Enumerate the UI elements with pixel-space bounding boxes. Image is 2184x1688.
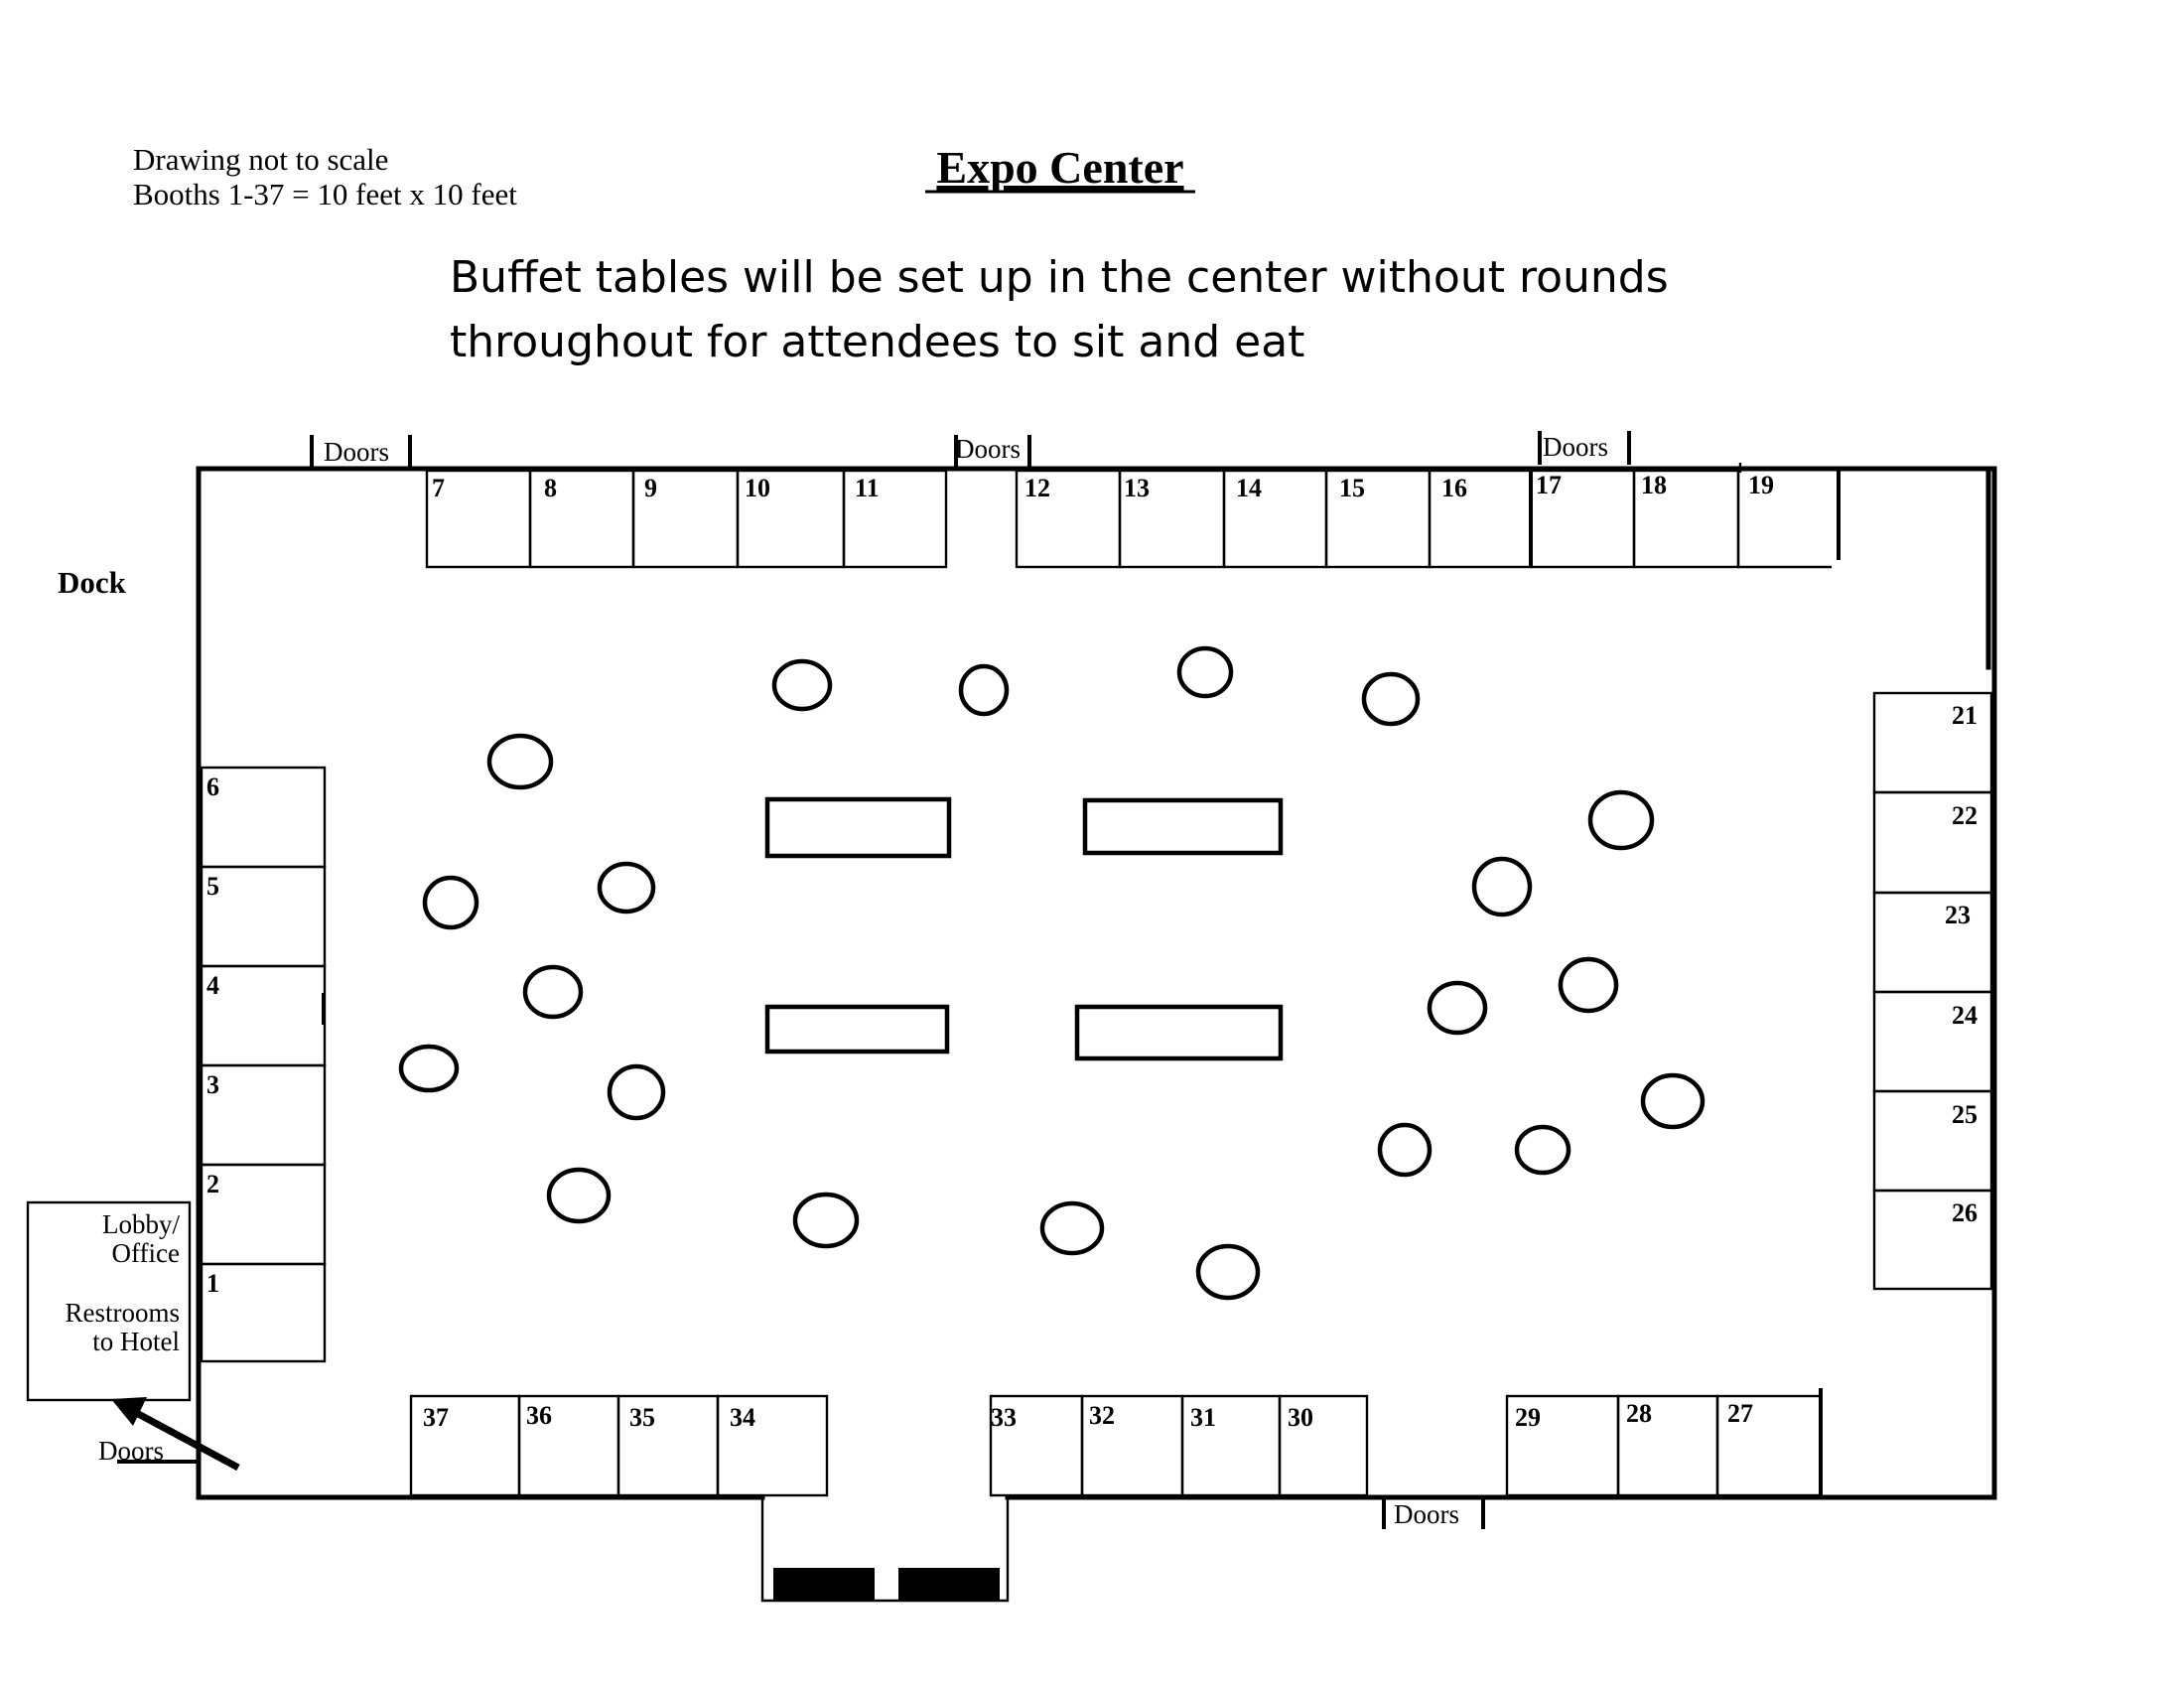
note-scale: Drawing not to scale: [133, 142, 389, 177]
booth-number: 37: [423, 1403, 449, 1432]
booth-number: 17: [1536, 471, 1562, 499]
booth-number: 22: [1952, 801, 1978, 830]
lobby-label-line-4: to Hotel: [92, 1327, 180, 1356]
round-tables: [401, 648, 1703, 1298]
doors-label-lobby: Doors: [98, 1436, 164, 1466]
booth[interactable]: [1874, 893, 1991, 992]
registration-table: [898, 1568, 1000, 1601]
page-title: Expo Center: [936, 142, 1184, 193]
hall-walls: [199, 469, 1994, 1497]
round-table[interactable]: [1198, 1246, 1258, 1298]
round-table[interactable]: [1517, 1127, 1569, 1173]
round-table[interactable]: [1474, 859, 1530, 914]
booth-number: 11: [855, 474, 880, 502]
booth-number: 14: [1236, 474, 1262, 502]
lobby-label-line-1: Lobby/: [102, 1209, 180, 1239]
round-table[interactable]: [425, 878, 477, 927]
round-table[interactable]: [1590, 792, 1652, 848]
round-table[interactable]: [1179, 648, 1231, 696]
booths-left: [202, 768, 325, 1361]
booth-number: 36: [526, 1401, 552, 1430]
booth-number: 32: [1089, 1401, 1115, 1430]
round-table[interactable]: [774, 661, 830, 709]
round-table[interactable]: [489, 736, 551, 787]
round-table[interactable]: [1042, 1203, 1102, 1253]
booth-number: 6: [206, 773, 219, 801]
booth[interactable]: [202, 768, 325, 867]
booth[interactable]: [202, 1264, 325, 1361]
buffet-note-line-2: throughout for attendees to sit and eat: [450, 317, 1305, 367]
booth-number: 8: [544, 474, 557, 502]
lobby-office: [28, 1202, 190, 1400]
booth-number: 18: [1641, 471, 1667, 499]
booth-numbers-bottom: [423, 1399, 1753, 1432]
booth-number: 33: [991, 1403, 1017, 1432]
booth-number: 26: [1952, 1198, 1978, 1227]
booth[interactable]: [202, 867, 325, 966]
booth-number: 13: [1124, 474, 1150, 502]
round-table[interactable]: [961, 666, 1007, 714]
booth-number: 5: [206, 872, 219, 901]
booth-number: 30: [1288, 1403, 1313, 1432]
booth-number: 16: [1441, 474, 1467, 502]
round-table[interactable]: [1430, 983, 1485, 1033]
booth[interactable]: [202, 966, 325, 1065]
booth-number: 21: [1952, 701, 1978, 730]
round-table[interactable]: [600, 864, 653, 912]
doors-label-bottom: Doors: [1394, 1499, 1459, 1529]
buffet-tables: [767, 799, 1281, 1058]
buffet-table[interactable]: [1085, 800, 1281, 853]
booth-number: 35: [629, 1403, 655, 1432]
booth-number: 34: [730, 1403, 755, 1432]
registration-table: [773, 1568, 875, 1601]
buffet-note-line-1: Buffet tables will be set up in the center without rounds: [450, 252, 1669, 303]
booth-number: 4: [206, 971, 219, 1000]
booth[interactable]: [202, 1165, 325, 1264]
buffet-table[interactable]: [1077, 1007, 1281, 1058]
round-table[interactable]: [525, 967, 581, 1017]
lobby-label-line-3: Restrooms: [65, 1298, 180, 1328]
booth[interactable]: [202, 1065, 325, 1165]
booth-number: 10: [745, 474, 770, 502]
booth-number: 28: [1626, 1399, 1652, 1428]
round-table[interactable]: [1643, 1075, 1703, 1127]
lobby-label-line-2: Office: [111, 1238, 180, 1268]
round-table[interactable]: [1380, 1125, 1430, 1175]
round-table[interactable]: [401, 1047, 457, 1090]
buffet-table[interactable]: [767, 799, 949, 856]
round-table[interactable]: [795, 1195, 857, 1246]
doors-label-top-center: Doors: [955, 434, 1021, 464]
booth-number: 9: [644, 474, 657, 502]
booth-number: 24: [1952, 1001, 1978, 1030]
booth-numbers-right: [1945, 701, 1978, 1227]
booth-number: 1: [206, 1269, 219, 1298]
doors-label-top-right: Doors: [1543, 432, 1608, 462]
booth-number: 7: [432, 474, 445, 502]
note-booth-size: Booths 1-37 = 10 feet x 10 feet: [133, 177, 517, 211]
doors-label-top-left: Doors: [324, 437, 389, 467]
booth-number: 3: [206, 1070, 219, 1099]
round-table[interactable]: [549, 1170, 609, 1221]
booth-number: 2: [206, 1170, 219, 1198]
booth-number: 31: [1190, 1403, 1216, 1432]
round-table[interactable]: [1364, 674, 1418, 724]
booths-bottom: [411, 1396, 1821, 1495]
booth-number: 12: [1024, 474, 1050, 502]
entrance-area: [762, 1497, 1008, 1601]
booth-number: 19: [1748, 471, 1774, 499]
round-table[interactable]: [610, 1066, 663, 1118]
booth-number: 29: [1515, 1403, 1541, 1432]
door-posts: [117, 431, 1839, 1529]
booth-numbers-left: [206, 773, 219, 1298]
booth-number: 15: [1339, 474, 1365, 502]
buffet-table[interactable]: [767, 1007, 947, 1052]
booth-number: 23: [1945, 901, 1971, 929]
booth-number: 25: [1952, 1100, 1978, 1129]
booth-number: 27: [1727, 1399, 1753, 1428]
round-table[interactable]: [1561, 959, 1616, 1011]
dock-label: Dock: [58, 565, 126, 600]
